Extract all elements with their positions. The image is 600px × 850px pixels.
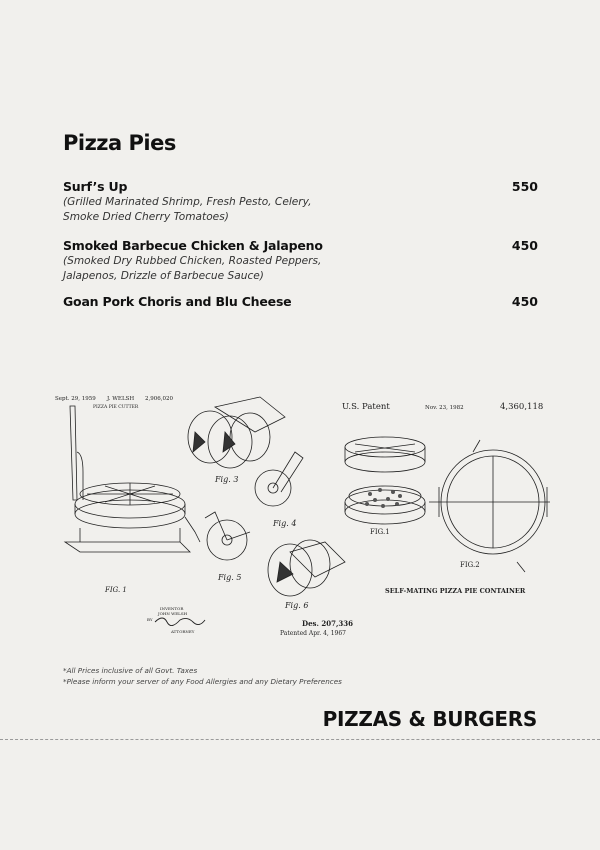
patent-illustrations	[55, 392, 550, 642]
brand-title: PIZZAS & BURGERS	[322, 707, 537, 731]
attorney-label: ATTORNEY	[171, 629, 195, 634]
item-name: Smoked Barbecue Chicken & Jalapeno	[63, 238, 323, 253]
section-title: Pizza Pies	[63, 131, 176, 155]
pizza-container-drawing	[345, 437, 550, 572]
fig-3-label: Fig. 3	[215, 475, 239, 484]
item-price: 550	[511, 179, 538, 194]
patent-left-inventor: J. WELSH	[107, 396, 135, 402]
fig-5-label: Fig. 5	[218, 573, 242, 582]
container-caption: SELF-MATING PIZZA PIE CONTAINER	[385, 587, 526, 595]
patent-left-subtitle: PIZZA PIE CUTTER	[93, 405, 139, 410]
patented-date: Patented Apr. 4, 1967	[280, 630, 346, 637]
item-price: 450	[511, 238, 538, 253]
inventor-name: JOHN WELSH	[158, 611, 188, 616]
container-fig-1-label: FIG.1	[370, 528, 390, 536]
item-description: (Smoked Dry Rubbed Chicken, Roasted Peppers, Jalapenos, Drizzle of Barbecue Sauce)	[63, 255, 322, 282]
signature-scribble	[155, 618, 205, 626]
allergy-note: *Please inform your server of any Food Allergies and any Dietary Preferences	[63, 676, 342, 686]
item-name: Goan Pork Choris and Blu Cheese	[63, 294, 292, 309]
fig-4-label: Fig. 4	[273, 519, 297, 528]
fig-1-label: FIG. 1	[105, 586, 127, 594]
patent-left-date: Sept. 29, 1959	[55, 396, 96, 402]
patent-left-number: 2,906,020	[145, 396, 173, 402]
dashed-divider	[0, 739, 600, 740]
by-label: BY	[147, 617, 153, 622]
pizza-cutter-drawing	[65, 406, 200, 552]
container-fig-2-label: FIG.2	[460, 561, 480, 569]
inventor-label: INVENTOR	[160, 606, 184, 611]
patent-right-date: Nov. 23, 1982	[425, 405, 464, 411]
des-number: Des. 207,336	[302, 619, 353, 628]
tax-note: *All Prices inclusive of all Govt. Taxes	[63, 666, 198, 675]
us-patent-header: U.S. Patent	[342, 402, 390, 412]
footnotes	[63, 666, 342, 687]
item-name: Surf’s Up	[63, 179, 128, 194]
cutter-wheel-drawings	[188, 397, 345, 596]
item-price: 450	[511, 294, 538, 309]
menu-item	[63, 238, 538, 284]
fig-6-label: Fig. 6	[285, 601, 309, 610]
patent-right-number: 4,360,118	[500, 402, 544, 412]
item-description: (Grilled Marinated Shrimp, Fresh Pesto, Celery, Smoke Dried Cherry Tomatoes)	[63, 196, 312, 223]
menu-item	[63, 179, 538, 225]
menu-item	[63, 294, 538, 309]
